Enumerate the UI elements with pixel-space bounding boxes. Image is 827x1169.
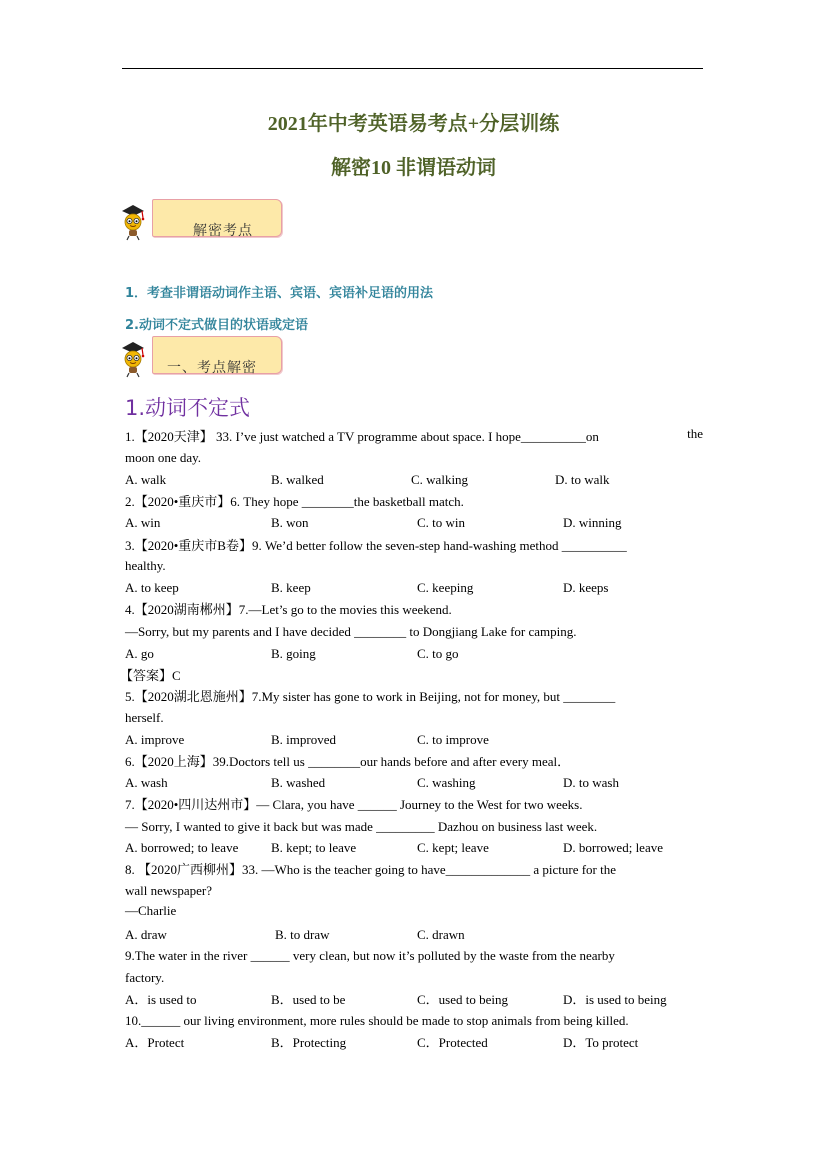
- question-line: 10.______ our living environment, more rules should be made to stop animals from being killed.: [125, 1013, 629, 1028]
- section-heading: 1.动词不定式: [125, 396, 251, 420]
- question-line: 6.【2020上海】39.Doctors tell us ________our hands before and after every meal．: [125, 754, 571, 769]
- key-point-item: 1．考查非谓语动词作主语、宾语、宾语补足语的用法: [125, 286, 434, 301]
- question-line: herself.: [125, 710, 164, 725]
- option-b: B. going: [271, 646, 316, 661]
- option-b: B. kept; to leave: [271, 840, 357, 855]
- question-line: 2.【2020•重庆市】6. They hope ________the basketball match.: [125, 494, 464, 509]
- option-c: C．used to being: [417, 992, 508, 1007]
- question-line: 5.【2020湖北恩施州】7.My sister has gone to work in Beijing, not for money, but ________: [125, 689, 616, 704]
- option-a: A. to keep: [125, 580, 179, 595]
- question-line: 7.【2020•四川达州市】— Clara, you have ______ Journey to the West for two weeks.: [125, 797, 583, 812]
- section-banner-key-points: [152, 199, 282, 237]
- question-line: 8. 【2020广西柳州】33. —Who is the teacher going to have_____________ a picture for the: [125, 862, 617, 877]
- option-d: D．is used to being: [563, 992, 667, 1007]
- option-b: B. to draw: [275, 927, 330, 942]
- option-b: B. keep: [271, 580, 311, 595]
- key-point-item: 2.动词不定式做目的状语或定语: [125, 318, 308, 333]
- option-a: A. go: [125, 646, 154, 661]
- option-b: B. walked: [271, 472, 324, 487]
- option-a: A. draw: [125, 927, 167, 942]
- option-d: D. winning: [563, 515, 622, 530]
- option-d: D. borrowed; leave: [563, 840, 663, 855]
- question-line: —Charlie: [125, 903, 177, 918]
- option-b: B. won: [271, 515, 309, 530]
- header-rule: [122, 68, 703, 69]
- option-b: B．used to be: [271, 992, 346, 1007]
- option-c: C. walking: [411, 472, 469, 487]
- option-a: A. win: [125, 515, 161, 530]
- graduate-mascot-icon: [118, 340, 148, 378]
- document-title: 2021年中考英语易考点+分层训练: [267, 113, 560, 135]
- option-d: D．To protect: [563, 1035, 639, 1050]
- question-1-text: [125, 426, 703, 445]
- graduate-mascot-icon: [118, 203, 148, 241]
- option-b: B. washed: [271, 775, 326, 790]
- option-c: C．Protected: [417, 1035, 488, 1050]
- option-b: B. improved: [271, 732, 336, 747]
- question-line: 3.【2020•重庆市B卷】9. We’d better follow the seven-step hand-washing method __________: [125, 538, 627, 553]
- banner-label: 解密考点: [193, 223, 253, 239]
- option-d: D. to wash: [563, 775, 619, 790]
- option-a: A．is used to: [125, 992, 197, 1007]
- option-c: C. to go: [417, 646, 459, 661]
- question-line: the: [687, 426, 703, 441]
- option-a: A. wash: [125, 775, 168, 790]
- option-a: A. improve: [125, 732, 185, 747]
- question-line: healthy.: [125, 558, 166, 573]
- question-line: factory.: [125, 970, 165, 985]
- answer-text: 【答案】C: [120, 668, 181, 683]
- question-line: moon one day.: [125, 450, 202, 465]
- option-c: C. to improve: [417, 732, 489, 747]
- question-line: wall newspaper?: [125, 883, 212, 898]
- option-a: A. borrowed; to leave: [125, 840, 239, 855]
- option-b: B．Protecting: [271, 1035, 347, 1050]
- document-subtitle: 解密10 非谓语动词: [331, 157, 496, 179]
- option-c: C. to win: [417, 515, 466, 530]
- option-a: A．Protect: [125, 1035, 185, 1050]
- question-line: —Sorry, but my parents and I have decided ________ to Dongjiang Lake for camping.: [125, 624, 577, 639]
- question-line: — Sorry, I wanted to give it back but was made _________ Dazhou on business last week.: [125, 819, 598, 834]
- banner-label: 一、考点解密: [167, 360, 257, 376]
- question-line: 4.【2020湖南郴州】7.—Let’s go to the movies this weekend.: [125, 602, 452, 617]
- section-banner-analysis: [152, 336, 282, 374]
- option-c: C. kept; leave: [417, 840, 489, 855]
- question-line: 1.【2020天津】 33. I’ve just watched a TV programme about space. I hope__________on: [125, 429, 599, 444]
- question-line: 9.The water in the river ______ very clean, but now it’s polluted by the waste from the nearby: [125, 948, 615, 963]
- option-d: D. keeps: [563, 580, 609, 595]
- option-a: A. walk: [125, 472, 167, 487]
- option-c: C. washing: [417, 775, 476, 790]
- option-c: C. keeping: [417, 580, 474, 595]
- option-c: C. drawn: [417, 927, 465, 942]
- option-d: D. to walk: [555, 472, 610, 487]
